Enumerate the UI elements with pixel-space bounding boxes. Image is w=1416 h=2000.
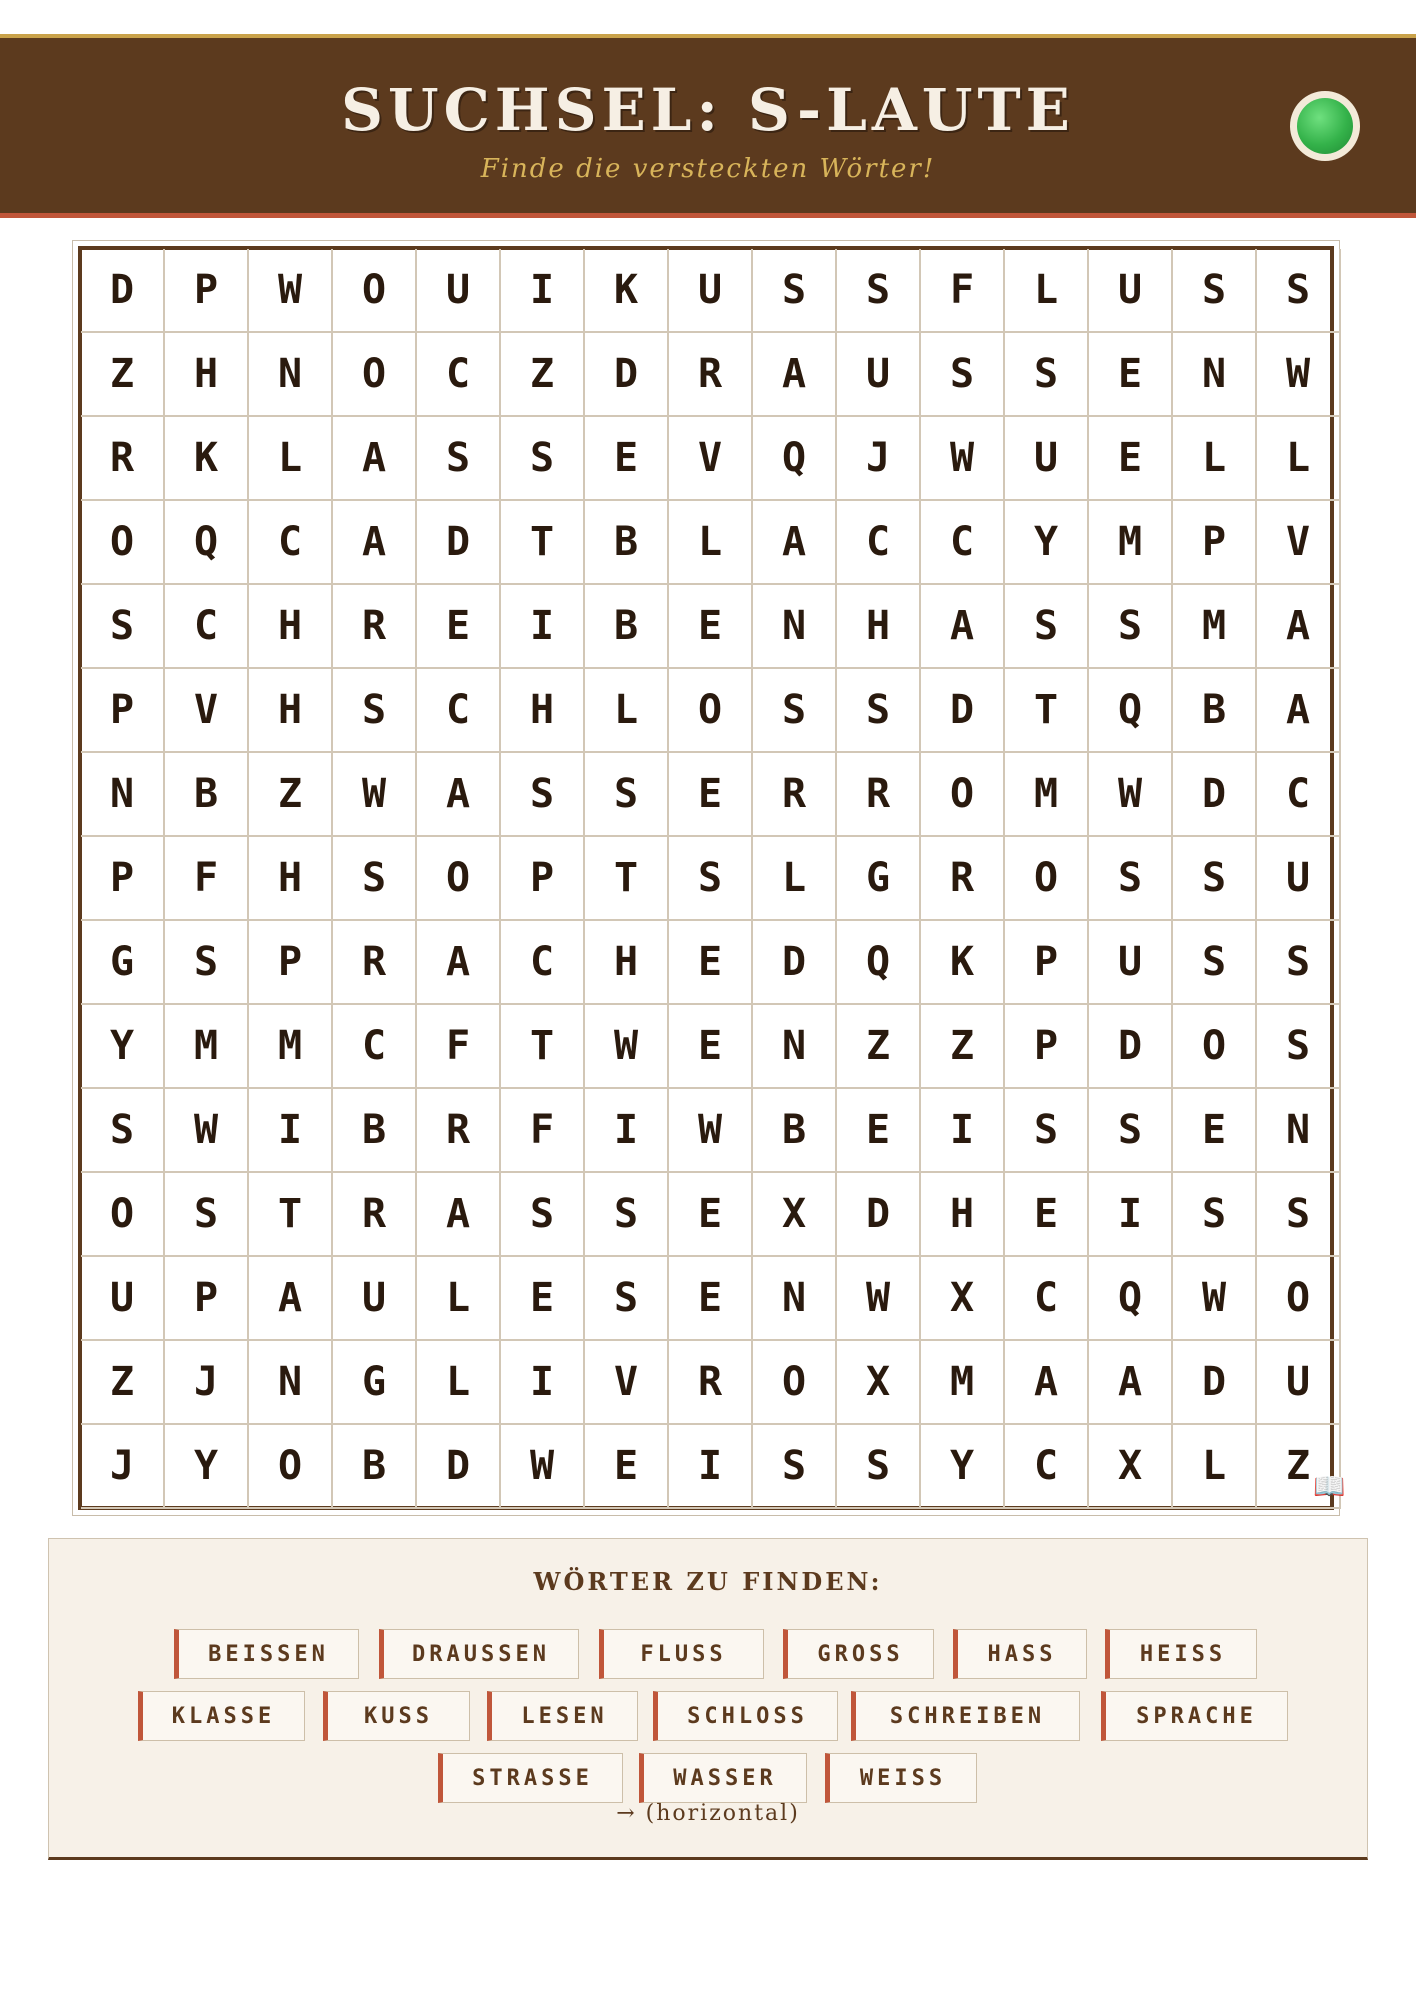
grid-cell[interactable]: A: [753, 333, 837, 417]
grid-cell[interactable]: W: [333, 753, 417, 837]
grid-cell[interactable]: S: [753, 249, 837, 333]
word-list-heading: WÖRTER ZU FINDEN:: [533, 1567, 883, 1596]
grid-cell[interactable]: Z: [1257, 1425, 1341, 1509]
word-chip-schloss[interactable]: SCHLOSS: [653, 1691, 838, 1741]
grid-cell[interactable]: X: [753, 1173, 837, 1257]
grid-cell[interactable]: M: [1173, 585, 1257, 669]
grid-cell[interactable]: S: [333, 837, 417, 921]
grid-cell[interactable]: O: [333, 249, 417, 333]
grid-cell[interactable]: Y: [81, 1005, 165, 1089]
grid-cell[interactable]: P: [249, 921, 333, 1005]
grid-cell[interactable]: S: [501, 417, 585, 501]
word-chip-schreiben[interactable]: SCHREIBEN: [851, 1691, 1080, 1741]
grid-cell[interactable]: S: [669, 837, 753, 921]
grid-cell[interactable]: C: [249, 501, 333, 585]
grid-cell[interactable]: X: [921, 1257, 1005, 1341]
grid-cell[interactable]: A: [921, 585, 1005, 669]
grid-cell[interactable]: S: [1173, 837, 1257, 921]
grid-cell[interactable]: R: [333, 921, 417, 1005]
grid-cell[interactable]: S: [753, 1425, 837, 1509]
grid-cell[interactable]: E: [669, 585, 753, 669]
grid-cell[interactable]: W: [837, 1257, 921, 1341]
word-chip-hass[interactable]: HASS: [953, 1629, 1087, 1679]
grid-cell[interactable]: E: [1005, 1173, 1089, 1257]
grid-cell[interactable]: I: [501, 1341, 585, 1425]
grid-cell[interactable]: B: [1173, 669, 1257, 753]
grid-cell[interactable]: U: [1005, 417, 1089, 501]
grid-cell[interactable]: L: [753, 837, 837, 921]
grid-cell[interactable]: J: [165, 1341, 249, 1425]
grid-cell[interactable]: W: [501, 1425, 585, 1509]
grid-cell[interactable]: Z: [837, 1005, 921, 1089]
grid-cell[interactable]: E: [417, 585, 501, 669]
grid-cell[interactable]: S: [417, 417, 501, 501]
grid-cell[interactable]: V: [585, 1341, 669, 1425]
grid-cell[interactable]: H: [501, 669, 585, 753]
grid-cell[interactable]: D: [1173, 1341, 1257, 1425]
grid-cell[interactable]: S: [1005, 333, 1089, 417]
grid-cell[interactable]: O: [753, 1341, 837, 1425]
grid-cell[interactable]: E: [1089, 417, 1173, 501]
grid-cell[interactable]: R: [753, 753, 837, 837]
grid-cell[interactable]: W: [921, 417, 1005, 501]
grid-cell[interactable]: R: [417, 1089, 501, 1173]
grid-cell[interactable]: Z: [249, 753, 333, 837]
grid-cell[interactable]: C: [417, 669, 501, 753]
grid-cell[interactable]: Z: [921, 1005, 1005, 1089]
grid-cell[interactable]: V: [669, 417, 753, 501]
grid-cell[interactable]: U: [1257, 837, 1341, 921]
grid-cell[interactable]: P: [81, 837, 165, 921]
grid-cell[interactable]: C: [1005, 1425, 1089, 1509]
word-chip-lesen[interactable]: LESEN: [487, 1691, 638, 1741]
grid-cell[interactable]: E: [669, 753, 753, 837]
grid-cell[interactable]: G: [333, 1341, 417, 1425]
grid-cell[interactable]: E: [669, 1173, 753, 1257]
grid-cell[interactable]: O: [249, 1425, 333, 1509]
grid-cell[interactable]: N: [1173, 333, 1257, 417]
grid-cell[interactable]: S: [1005, 585, 1089, 669]
grid-cell[interactable]: W: [249, 249, 333, 333]
grid-cell[interactable]: O: [1005, 837, 1089, 921]
grid-cell[interactable]: S: [837, 1425, 921, 1509]
grid-cell[interactable]: C: [1005, 1257, 1089, 1341]
grid-cell[interactable]: U: [669, 249, 753, 333]
grid-cell[interactable]: T: [249, 1173, 333, 1257]
grid-cell[interactable]: S: [1257, 1173, 1341, 1257]
grid-cell[interactable]: D: [417, 501, 501, 585]
grid-cell[interactable]: Q: [753, 417, 837, 501]
grid-cell[interactable]: S: [1173, 921, 1257, 1005]
grid-cell[interactable]: P: [1005, 921, 1089, 1005]
grid-cell[interactable]: B: [333, 1425, 417, 1509]
grid-cell[interactable]: Q: [1089, 1257, 1173, 1341]
grid-cell[interactable]: L: [249, 417, 333, 501]
grid-cell[interactable]: E: [669, 1005, 753, 1089]
grid-cell[interactable]: C: [417, 333, 501, 417]
grid-cell[interactable]: O: [417, 837, 501, 921]
grid-cell[interactable]: E: [669, 1257, 753, 1341]
grid-cell[interactable]: R: [669, 333, 753, 417]
grid-cell[interactable]: S: [837, 669, 921, 753]
grid-cell[interactable]: J: [837, 417, 921, 501]
grid-cell[interactable]: A: [249, 1257, 333, 1341]
grid-cell[interactable]: N: [249, 1341, 333, 1425]
grid-cell[interactable]: U: [1257, 1341, 1341, 1425]
grid-cell[interactable]: U: [1089, 921, 1173, 1005]
grid-cell[interactable]: C: [921, 501, 1005, 585]
grid-cell[interactable]: A: [417, 1173, 501, 1257]
grid-cell[interactable]: A: [417, 753, 501, 837]
word-chip-kuss[interactable]: KUSS: [323, 1691, 470, 1741]
grid-cell[interactable]: S: [165, 921, 249, 1005]
grid-cell[interactable]: L: [417, 1257, 501, 1341]
grid-cell[interactable]: V: [1257, 501, 1341, 585]
grid-cell[interactable]: P: [501, 837, 585, 921]
word-chip-heiss[interactable]: HEISS: [1105, 1629, 1257, 1679]
grid-cell[interactable]: Q: [1089, 669, 1173, 753]
grid-cell[interactable]: U: [1089, 249, 1173, 333]
grid-cell[interactable]: B: [753, 1089, 837, 1173]
grid-cell[interactable]: D: [81, 249, 165, 333]
grid-cell[interactable]: B: [585, 585, 669, 669]
grid-cell[interactable]: U: [417, 249, 501, 333]
grid-cell[interactable]: A: [417, 921, 501, 1005]
grid-cell[interactable]: S: [1089, 585, 1173, 669]
grid-cell[interactable]: A: [333, 417, 417, 501]
grid-cell[interactable]: U: [81, 1257, 165, 1341]
grid-cell[interactable]: B: [585, 501, 669, 585]
grid-cell[interactable]: O: [81, 501, 165, 585]
grid-cell[interactable]: S: [921, 333, 1005, 417]
grid-cell[interactable]: O: [1257, 1257, 1341, 1341]
grid-cell[interactable]: C: [837, 501, 921, 585]
grid-cell[interactable]: D: [753, 921, 837, 1005]
grid-cell[interactable]: T: [585, 837, 669, 921]
grid-cell[interactable]: F: [165, 837, 249, 921]
grid-cell[interactable]: H: [585, 921, 669, 1005]
grid-cell[interactable]: E: [585, 417, 669, 501]
grid-cell[interactable]: I: [501, 249, 585, 333]
grid-cell[interactable]: Q: [165, 501, 249, 585]
grid-cell[interactable]: Z: [501, 333, 585, 417]
grid-cell[interactable]: D: [837, 1173, 921, 1257]
grid-cell[interactable]: A: [1257, 669, 1341, 753]
grid-cell[interactable]: T: [1005, 669, 1089, 753]
grid-cell[interactable]: K: [585, 249, 669, 333]
grid-cell[interactable]: V: [165, 669, 249, 753]
grid-cell[interactable]: S: [501, 1173, 585, 1257]
word-chip-draussen[interactable]: DRAUSSEN: [379, 1629, 579, 1679]
grid-cell[interactable]: S: [585, 753, 669, 837]
book-icon: 📖: [1313, 1472, 1346, 1502]
grid-cell[interactable]: L: [417, 1341, 501, 1425]
word-list-panel: [48, 1538, 1368, 1860]
grid-cell[interactable]: K: [165, 417, 249, 501]
grid-cell[interactable]: L: [1173, 1425, 1257, 1509]
grid-cell[interactable]: E: [1173, 1089, 1257, 1173]
grid-cell[interactable]: M: [921, 1341, 1005, 1425]
grid-cell[interactable]: Y: [1005, 501, 1089, 585]
grid-cell[interactable]: S: [1173, 1173, 1257, 1257]
grid-cell[interactable]: N: [753, 585, 837, 669]
grid-cell[interactable]: Z: [81, 333, 165, 417]
grid-cell[interactable]: W: [1089, 753, 1173, 837]
grid-cell[interactable]: S: [1005, 1089, 1089, 1173]
grid-cell[interactable]: D: [1173, 753, 1257, 837]
grid-cell[interactable]: R: [333, 585, 417, 669]
grid-cell[interactable]: F: [921, 249, 1005, 333]
grid-cell[interactable]: I: [501, 585, 585, 669]
grid-cell[interactable]: O: [669, 669, 753, 753]
grid-cell[interactable]: L: [669, 501, 753, 585]
grid-cell[interactable]: S: [333, 669, 417, 753]
grid-cell[interactable]: Y: [165, 1425, 249, 1509]
grid-cell[interactable]: R: [837, 753, 921, 837]
grid-cell[interactable]: I: [249, 1089, 333, 1173]
grid-cell[interactable]: P: [1173, 501, 1257, 585]
grid-cell[interactable]: G: [837, 837, 921, 921]
grid-cell[interactable]: L: [585, 669, 669, 753]
grid-cell[interactable]: D: [921, 669, 1005, 753]
grid-cell[interactable]: R: [333, 1173, 417, 1257]
grid-cell[interactable]: S: [81, 585, 165, 669]
grid-cell[interactable]: H: [249, 837, 333, 921]
grid-cell[interactable]: R: [81, 417, 165, 501]
grid-cell[interactable]: C: [1257, 753, 1341, 837]
grid-cell[interactable]: S: [753, 669, 837, 753]
grid-cell[interactable]: L: [1005, 249, 1089, 333]
grid-cell[interactable]: X: [837, 1341, 921, 1425]
green-dot-icon: [1297, 98, 1353, 154]
grid-cell[interactable]: Y: [921, 1425, 1005, 1509]
grid-cell[interactable]: H: [921, 1173, 1005, 1257]
grid-cell[interactable]: N: [753, 1257, 837, 1341]
header-banner: [0, 34, 1416, 218]
page-subtitle: Finde die versteckten Wörter!: [480, 154, 936, 184]
grid-cell[interactable]: C: [333, 1005, 417, 1089]
grid-cell[interactable]: A: [1089, 1341, 1173, 1425]
grid-cell[interactable]: R: [921, 837, 1005, 921]
grid-cell[interactable]: E: [585, 1425, 669, 1509]
grid-cell[interactable]: Z: [81, 1341, 165, 1425]
grid-cell[interactable]: X: [1089, 1425, 1173, 1509]
page-title: SUCHSEL: S-LAUTE: [341, 76, 1075, 144]
grid-cell[interactable]: S: [1173, 249, 1257, 333]
grid-cell[interactable]: F: [417, 1005, 501, 1089]
grid-cell[interactable]: H: [249, 669, 333, 753]
grid-cell[interactable]: I: [585, 1089, 669, 1173]
direction-hint: → (horizontal): [616, 1801, 800, 1826]
grid-cell[interactable]: B: [165, 753, 249, 837]
word-chip-wasser[interactable]: WASSER: [639, 1753, 807, 1803]
grid-cell[interactable]: P: [1005, 1005, 1089, 1089]
grid-cell[interactable]: I: [921, 1089, 1005, 1173]
grid-cell[interactable]: U: [333, 1257, 417, 1341]
grid-cell[interactable]: Q: [837, 921, 921, 1005]
grid-cell[interactable]: S: [837, 249, 921, 333]
grid-cell[interactable]: A: [753, 501, 837, 585]
grid-cell[interactable]: W: [1173, 1257, 1257, 1341]
grid-cell[interactable]: K: [921, 921, 1005, 1005]
grid-cell[interactable]: N: [81, 753, 165, 837]
grid-cell[interactable]: G: [81, 921, 165, 1005]
word-chip-klasse[interactable]: KLASSE: [138, 1691, 305, 1741]
grid-cell[interactable]: P: [165, 1257, 249, 1341]
grid-cell[interactable]: D: [1089, 1005, 1173, 1089]
grid-cell[interactable]: E: [501, 1257, 585, 1341]
grid-cell[interactable]: A: [1257, 585, 1341, 669]
grid-cell[interactable]: O: [81, 1173, 165, 1257]
grid-cell[interactable]: R: [669, 1341, 753, 1425]
grid-cell[interactable]: M: [1005, 753, 1089, 837]
grid-cell[interactable]: A: [1005, 1341, 1089, 1425]
grid-cell[interactable]: S: [585, 1173, 669, 1257]
grid-cell[interactable]: B: [333, 1089, 417, 1173]
letter-grid: [81, 249, 1341, 1509]
grid-cell[interactable]: H: [249, 585, 333, 669]
grid-cell[interactable]: P: [165, 249, 249, 333]
grid-cell[interactable]: L: [1173, 417, 1257, 501]
grid-cell[interactable]: W: [585, 1005, 669, 1089]
grid-cell[interactable]: C: [501, 921, 585, 1005]
grid-cell[interactable]: D: [417, 1425, 501, 1509]
grid-cell[interactable]: N: [249, 333, 333, 417]
grid-cell[interactable]: O: [333, 333, 417, 417]
grid-cell[interactable]: W: [1257, 333, 1341, 417]
grid-cell[interactable]: E: [837, 1089, 921, 1173]
word-chip-beissen[interactable]: BEISSEN: [174, 1629, 359, 1679]
grid-cell[interactable]: T: [501, 501, 585, 585]
grid-cell[interactable]: M: [249, 1005, 333, 1089]
grid-cell[interactable]: W: [669, 1089, 753, 1173]
grid-cell[interactable]: I: [1089, 1173, 1173, 1257]
grid-cell[interactable]: H: [165, 333, 249, 417]
word-chip-gross[interactable]: GROSS: [783, 1629, 934, 1679]
grid-cell[interactable]: E: [1089, 333, 1173, 417]
grid-cell[interactable]: M: [1089, 501, 1173, 585]
grid-cell[interactable]: T: [501, 1005, 585, 1089]
grid-cell[interactable]: P: [81, 669, 165, 753]
grid-cell[interactable]: S: [1089, 1089, 1173, 1173]
grid-cell[interactable]: S: [165, 1173, 249, 1257]
grid-cell[interactable]: O: [1173, 1005, 1257, 1089]
word-chip-fluss[interactable]: FLUSS: [599, 1629, 764, 1679]
grid-cell[interactable]: F: [501, 1089, 585, 1173]
grid-cell[interactable]: S: [1257, 921, 1341, 1005]
grid-cell[interactable]: H: [837, 585, 921, 669]
grid-cell[interactable]: S: [501, 753, 585, 837]
grid-cell[interactable]: W: [165, 1089, 249, 1173]
grid-cell[interactable]: C: [165, 585, 249, 669]
grid-cell[interactable]: S: [585, 1257, 669, 1341]
word-chip-strasse[interactable]: STRASSE: [438, 1753, 623, 1803]
word-chip-sprache[interactable]: SPRACHE: [1101, 1691, 1288, 1741]
grid-cell[interactable]: L: [1257, 417, 1341, 501]
grid-cell[interactable]: S: [1257, 249, 1341, 333]
grid-cell[interactable]: U: [837, 333, 921, 417]
word-chip-weiss[interactable]: WEISS: [825, 1753, 977, 1803]
grid-cell[interactable]: D: [585, 333, 669, 417]
status-indicator: [1290, 91, 1360, 161]
grid-cell[interactable]: N: [1257, 1089, 1341, 1173]
grid-cell[interactable]: S: [1089, 837, 1173, 921]
grid-cell[interactable]: A: [333, 501, 417, 585]
grid-cell[interactable]: J: [81, 1425, 165, 1509]
grid-cell[interactable]: S: [81, 1089, 165, 1173]
grid-cell[interactable]: M: [165, 1005, 249, 1089]
grid-cell[interactable]: S: [1257, 1005, 1341, 1089]
grid-cell[interactable]: E: [669, 921, 753, 1005]
grid-cell[interactable]: I: [669, 1425, 753, 1509]
grid-cell[interactable]: N: [753, 1005, 837, 1089]
grid-cell[interactable]: O: [921, 753, 1005, 837]
